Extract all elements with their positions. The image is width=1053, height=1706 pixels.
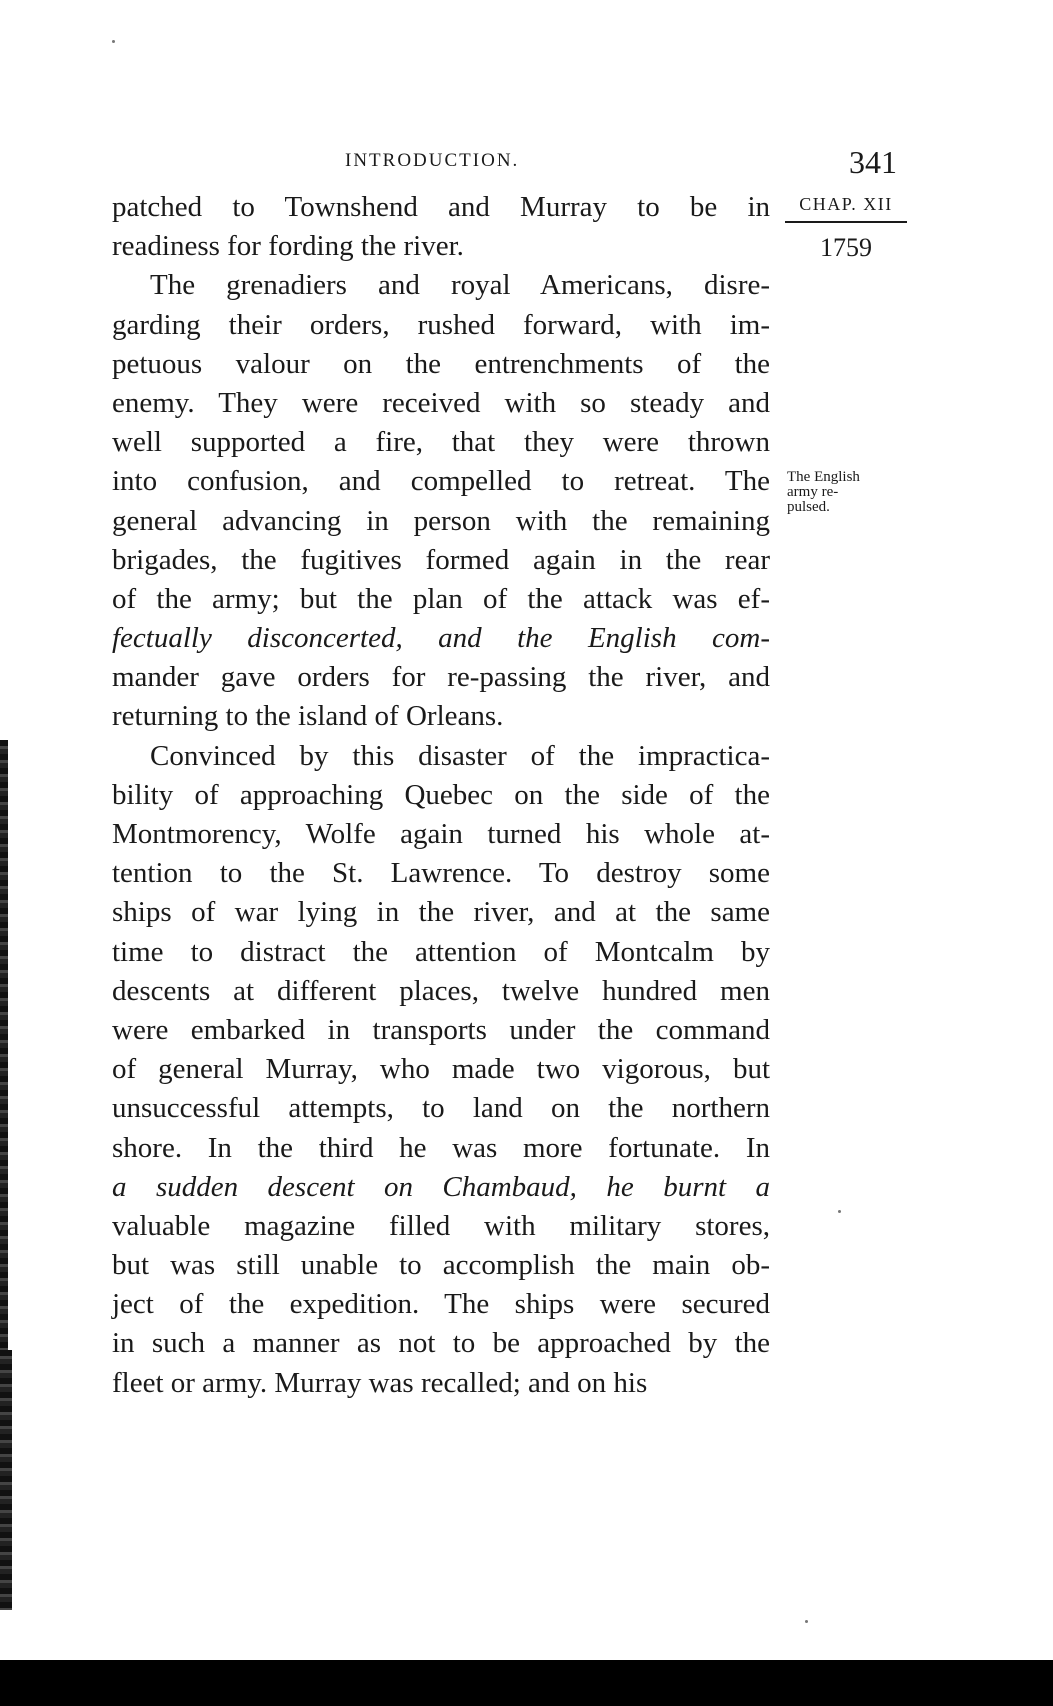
text-line: fectually disconcerted, and the English com- — [112, 622, 770, 655]
text-line: into confusion, and compelled to retreat. The — [112, 465, 770, 498]
sidenote-line: pulsed. — [787, 499, 830, 515]
scan-speck — [112, 40, 115, 43]
text-line: patched to Townshend and Murray to be in — [112, 191, 770, 223]
text-line: ject of the expedition. The ships were secured — [112, 1288, 770, 1321]
text-line: but was still unable to accomplish the main ob- — [112, 1249, 770, 1282]
text-line: bility of approaching Quebec on the side of the — [112, 778, 770, 811]
running-head — [115, 144, 905, 186]
sidenote — [787, 470, 897, 515]
text-line: brigades, the fugitives formed again in the rear — [112, 543, 770, 576]
scan-bottom-edge — [0, 1660, 1053, 1706]
text-line: fleet or army. Murray was recalled; and on his — [112, 1366, 648, 1399]
text-line: a sudden descent on Chambaud, he burnt a — [112, 1170, 770, 1203]
text-line: garding their orders, rushed forward, with im- — [112, 308, 770, 341]
sidenote-line: army re- — [787, 484, 839, 500]
text-line: unsuccessful attempts, to land on the northern — [112, 1092, 770, 1125]
scan-gutter-shadow — [0, 740, 8, 1350]
text-line: ships of war lying in the river, and at the same — [112, 896, 770, 929]
text-line: time to distract the attention of Montcalm by — [112, 935, 770, 968]
year-label: 1759 — [820, 233, 872, 262]
text-line: returning to the island of Orleans. — [112, 700, 504, 733]
chapter-label: CHAP. XII — [785, 194, 907, 223]
text-line: Convinced by this disaster of the impractica- — [150, 739, 770, 772]
text-line: in such a manner as not to be approached by the — [112, 1327, 770, 1360]
text-line: readiness for fording the river. — [112, 230, 464, 263]
text-line: petuous valour on the entrenchments of the — [112, 347, 770, 380]
text-line: tention to the St. Lawrence. To destroy some — [112, 857, 770, 890]
text-line: of the army; but the plan of the attack was ef- — [112, 582, 770, 615]
text-line: were embarked in transports under the command — [112, 1013, 770, 1046]
text-line: general advancing in person with the remaining — [112, 504, 770, 537]
sidenote-line: The English — [787, 469, 860, 485]
scan-gutter-shadow-lower — [0, 1350, 12, 1610]
text-line: mander gave orders for re-passing the river, and — [112, 661, 770, 694]
margin-column — [785, 194, 907, 263]
page-number: 341 — [849, 144, 897, 180]
text-line: descents at different places, twelve hundred men — [112, 974, 770, 1007]
text-line: of general Murray, who made two vigorous, but — [112, 1053, 770, 1086]
text-line: Montmorency, Wolfe again turned his whole at- — [112, 818, 770, 850]
text-line: shore. In the third he was more fortunate. In — [112, 1131, 770, 1164]
scan-speck — [838, 1210, 841, 1213]
text-line: The grenadiers and royal Americans, disre- — [150, 269, 770, 302]
scan-speck — [805, 1620, 808, 1623]
body-text — [112, 188, 770, 1403]
running-title: INTRODUCTION. — [345, 150, 520, 171]
text-line: valuable magazine filled with military stores, — [112, 1209, 770, 1242]
text-line: enemy. They were received with so steady and — [112, 386, 770, 419]
text-line: well supported a fire, that they were thrown — [112, 426, 770, 459]
